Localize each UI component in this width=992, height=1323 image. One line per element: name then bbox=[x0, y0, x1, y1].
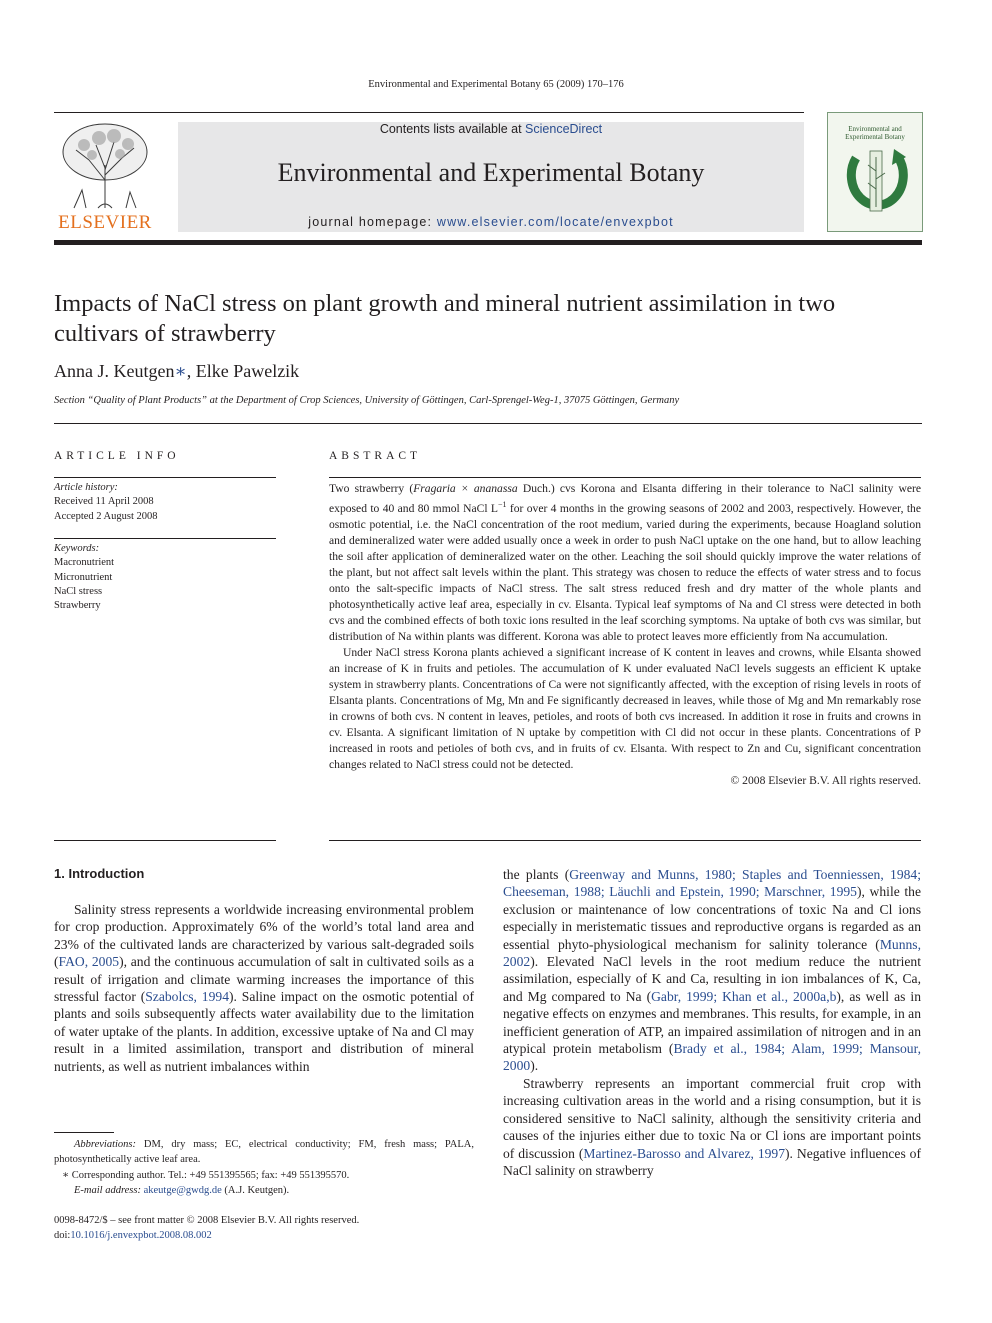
sciencedirect-link[interactable]: ScienceDirect bbox=[525, 122, 603, 136]
tree-icon bbox=[54, 120, 156, 212]
text-run: the plants ( bbox=[503, 867, 570, 882]
text-run: ). Negative influences of NaCl salinity on strawberry bbox=[503, 1145, 921, 1178]
masthead-thick-rule bbox=[54, 240, 922, 245]
citation-link[interactable]: Martinez-Barosso and Alvarez, 1997 bbox=[583, 1145, 786, 1161]
author-name: Elke Pawelzik bbox=[195, 361, 300, 381]
article-info-heading: ARTICLE INFO bbox=[54, 450, 180, 462]
abstract-paragraph: Under NaCl stress Korona plants achieved a significant increase of K content in leaves and crowns, while Elsanta showed an increase of K in fruits and petioles. The accumulation of K under evaluated NaCl levels suggests an efficient K uptake system in strawberry plants. Concentrations of Ca were not significantly affected, with the exception of rising levels in roots of Elsanta plants. Concentrations of Mg, Mn and Fe significantly decreased in leaves, while those of Mg and Mn remarkably rose in crowns of both cvs. N content in leaves, petioles, and roots of both cvs increased. In addition it rose in fruits and crowns in cv. Elsanta. A significant limitation of N uptake by competition with Cl did not occur in these plants. Concentrations of P increased in roots and petioles of both cvs, and in fruits of cv. Elsanta. With respect to Zn and Cu, significant concentration changes related to NaCl stress could not be detected. bbox=[329, 645, 921, 771]
keyword: Micronutrient bbox=[54, 571, 113, 583]
homepage-prefix: journal homepage: bbox=[308, 215, 437, 229]
doi-link[interactable]: 10.1016/j.envexpbot.2008.08.002 bbox=[70, 1230, 212, 1241]
text-run: DM, dry mass; EC, electrical conductivity; FM, fresh mass; PALA, photosynthetically active leaf area. bbox=[54, 1139, 474, 1166]
keyword: Macronutrient bbox=[54, 557, 115, 569]
homepage-line bbox=[178, 215, 804, 229]
journal-masthead bbox=[178, 122, 804, 232]
footnote-mark: ∗ bbox=[62, 1169, 70, 1181]
received-date: Received 11 April 2008 bbox=[54, 496, 154, 508]
header-rule bbox=[54, 112, 804, 113]
body-paragraph bbox=[503, 866, 921, 1075]
issn-line: 0098-8472/$ – see front matter © 2008 Elsevier B.V. All rights reserved. bbox=[54, 1215, 360, 1226]
text-run: Two strawberry ( bbox=[329, 482, 414, 495]
history-label: Article history: bbox=[54, 482, 118, 493]
abbreviations-footnote bbox=[54, 1137, 474, 1168]
species-name: Fragaria × ananassa bbox=[413, 482, 518, 495]
abstract-paragraph bbox=[329, 481, 921, 645]
divider bbox=[54, 477, 276, 478]
doi-prefix: doi: bbox=[54, 1230, 71, 1241]
author-separator: , bbox=[186, 361, 196, 381]
keywords-label: Keywords: bbox=[54, 543, 100, 554]
cover-title-line1: Environmental and bbox=[848, 125, 902, 133]
email-link[interactable]: akeutge@gwdg.de bbox=[143, 1184, 222, 1196]
superscript: −1 bbox=[498, 500, 507, 509]
body-column-left bbox=[54, 901, 474, 1075]
front-matter-meta bbox=[54, 1213, 359, 1243]
keywords-block bbox=[54, 542, 276, 613]
author-name: Anna J. Keutgen bbox=[54, 361, 175, 381]
email-footnote bbox=[54, 1183, 474, 1198]
text-run: ). bbox=[530, 1058, 539, 1074]
divider bbox=[329, 477, 921, 478]
text-run: Salinity stress represents a worldwide increasing environmental problem for crop production. Approximately 6% of the world’s total land area and 23% of the cultivated lands are characterized by various salt-degraded soils ( bbox=[54, 902, 474, 970]
keyword: NaCl stress bbox=[54, 585, 103, 597]
body-column-right bbox=[503, 866, 921, 1179]
affiliation: Section “Quality of Plant Products” at the Department of Crop Sciences, University of Göttingen, Carl-Sprengel-Weg-1, 37075 Göttingen, Germany bbox=[54, 395, 680, 406]
divider bbox=[54, 840, 276, 841]
citation-link[interactable]: Greenway and Munns, 1980; Staples and Toenniessen, 1984; Cheeseman, 1988; Läuchli and Epstein, 1990; Marschner, 1995 bbox=[503, 867, 921, 900]
text-run: Duch.) cvs Korona and Elsanta differing in their tolerance to NaCl salinity were exposed to 40 and 80 mmol NaCl L bbox=[329, 482, 921, 515]
cover-art-icon bbox=[828, 113, 922, 231]
journal-cover-thumbnail[interactable] bbox=[827, 112, 923, 232]
article-history bbox=[54, 481, 276, 524]
citation-link[interactable]: FAO, 2005 bbox=[58, 954, 120, 970]
homepage-link[interactable]: www.elsevier.com/locate/envexpbot bbox=[436, 215, 674, 229]
divider bbox=[329, 840, 921, 841]
text-run: ). Saline impact on the osmotic potential of plants and soils subsequently affects water availability due to the limitation of water uptake of the plants. In addition, excessive uptake of Na and Cl may result in a limited assimilation, transport and distribution of mineral nutrients, as well as nutrient imbalances within bbox=[54, 989, 474, 1074]
corresponding-author-footnote bbox=[54, 1168, 474, 1183]
abstract-body bbox=[329, 481, 921, 789]
doi-line bbox=[54, 1228, 359, 1243]
divider bbox=[54, 538, 276, 539]
body-paragraph bbox=[54, 901, 474, 1075]
body-paragraph bbox=[503, 1075, 921, 1179]
text-run: Strawberry represents an important commercial fruit crop with increasing cultivation areas in the world and a rising consumption, but it is considered sensitive to NaCl salinity, although the sensitivity criteria and causes of the injuries either due to toxic Na or Cl ions are important points of discussion ( bbox=[503, 1075, 921, 1161]
abstract-heading: ABSTRACT bbox=[329, 450, 422, 462]
abstract-copyright: © 2008 Elsevier B.V. All rights reserved. bbox=[730, 773, 921, 787]
text-run: ), as well as in negative effects on enzymes and membranes. This results, for example, in an inefficient generation of ATP, an impaired assimilation of nitrogen and in an atypical protein metabolism ( bbox=[503, 988, 921, 1057]
contents-line bbox=[178, 122, 804, 136]
email-label: E-mail address: bbox=[74, 1184, 141, 1196]
citation-link[interactable]: Szabolcs, 1994 bbox=[145, 989, 229, 1005]
keyword: Strawberry bbox=[54, 600, 101, 612]
text-run: ). Elevated NaCl levels in the root medium reduce the nutrient assimilation, especially of K and Ca, resulting in ion imbalances of K, Ca, and Mg compared to Na ( bbox=[503, 954, 921, 1004]
section-heading-introduction: 1. Introduction bbox=[54, 866, 145, 881]
footnotes bbox=[54, 1137, 474, 1198]
divider bbox=[54, 423, 922, 424]
author-line bbox=[54, 361, 299, 382]
journal-title: Environmental and Experimental Botany bbox=[277, 158, 705, 187]
running-head: Environmental and Experimental Botany 65 (2009) 170–176 bbox=[368, 79, 624, 90]
cover-title-line2: Experimental Botany bbox=[845, 133, 905, 141]
footnote-rule bbox=[54, 1132, 114, 1133]
accepted-date: Accepted 2 August 2008 bbox=[54, 510, 158, 522]
article-title: Impacts of NaCl stress on plant growth and mineral nutrient assimilation in two cultivars of strawberry bbox=[54, 290, 836, 347]
publisher-wordmark: ELSEVIER bbox=[58, 212, 152, 233]
text-run: Corresponding author. Tel.: +49 551395565; fax: +49 551395570. bbox=[69, 1169, 350, 1181]
text-run: ), and the continuous accumulation of salt in cultivated soils as a result of irrigation and climate warming increases the importance of this stressful factor ( bbox=[54, 954, 475, 1005]
text-run: for over 4 months in the growing seasons of 2002 and 2003, respectively. However, the osmotic potential, i.e. the NaCl concentration of the root medium, varied during the experiments, because Hoagland solution and demineralized water were added usually once a week in order to push NaCl uptake on the one hand, but to allow leaching the soil after application of demineralized water on the other. Leaching the soil should quickly improve the water relations of the plant, but not affect salt levels within the plant. This strategy was chosen to reduce the effects of water stress and to focus onto the salt-specific impacts of NaCl stress. The salt stress reduced fresh and dry matter of the whole plants and photosynthetically active leaf area, especially in cv. Elsanta. Typical leaf symptoms of Na and Cl stress were detected in both cvs and the combined effects of both toxic ions resulted in the leaf scorching symptoms. Na uptake of both cvs was similar, but distribution of Na within plants was different. Korona was able to protect leaves more efficiently from Na accumulation. bbox=[329, 501, 921, 643]
abbreviations-label: Abbreviations: bbox=[74, 1139, 137, 1150]
contents-prefix: Contents lists available at bbox=[379, 122, 526, 136]
text-run: (A.J. Keutgen). bbox=[221, 1184, 290, 1196]
text-run: ), while the exclusion or maintenance of low concentrations of toxic Na and Cl ions especially in meristematic tissues and reproductive organs is regarded as an essential phyto-physiological mechanism for salinity tolerance ( bbox=[503, 884, 922, 952]
citation-link[interactable]: Gabr, 1999; Khan et al., 2000a,b bbox=[651, 988, 837, 1004]
corresponding-author-mark[interactable]: ∗ bbox=[174, 361, 187, 381]
citation-link[interactable]: Munns, 2002 bbox=[503, 936, 921, 970]
citation-link[interactable]: Brady et al., 1984; Alam, 1999; Mansour, 2000 bbox=[503, 1041, 921, 1074]
